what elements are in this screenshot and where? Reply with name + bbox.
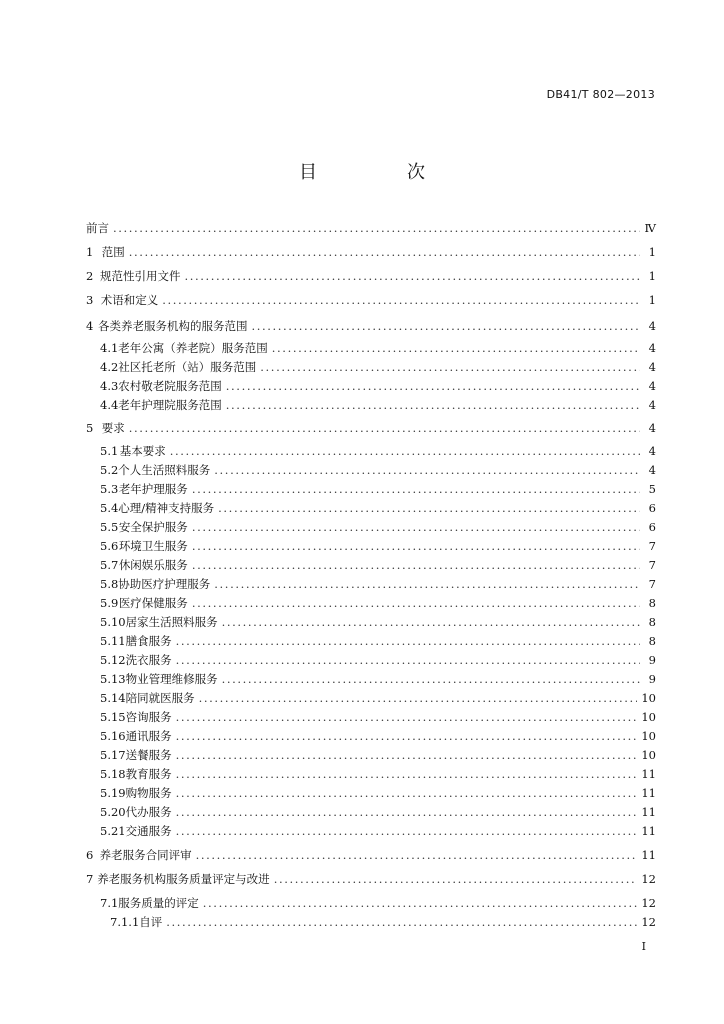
toc-entry-number: 5.11 xyxy=(100,634,126,648)
toc-leader-dots xyxy=(113,221,640,235)
toc-entry-page: 12 xyxy=(641,915,656,929)
toc-entry[interactable] xyxy=(100,671,656,689)
toc-entry-page: 1 xyxy=(648,245,656,259)
toc-entry-page: 8 xyxy=(648,634,656,648)
toc-leader-dots xyxy=(166,915,637,929)
toc-entry-label: 心理/精神支持服务 xyxy=(118,501,215,515)
toc-entry-page: 12 xyxy=(641,872,656,886)
toc-leader-dots xyxy=(251,319,640,333)
toc-leader-dots xyxy=(176,786,638,800)
toc-entry-page: 10 xyxy=(641,729,656,743)
toc-entry[interactable] xyxy=(100,481,656,499)
toc-entry-label: 咨询服务 xyxy=(125,710,172,724)
toc-entry[interactable] xyxy=(100,340,656,358)
toc-entry-number: 5.3 xyxy=(100,482,119,496)
toc-entry-number: 5.19 xyxy=(100,786,126,800)
toc-entry-page: 11 xyxy=(641,786,656,800)
toc-entry-number: 5.7 xyxy=(100,558,119,572)
toc-entry-number: 5 xyxy=(86,421,94,435)
toc-entry-page: 4 xyxy=(648,398,656,412)
toc-entry[interactable] xyxy=(100,633,656,651)
toc-entry-number: 5.13 xyxy=(100,672,126,686)
toc-entry-page: 4 xyxy=(648,379,656,393)
toc-entry[interactable] xyxy=(100,709,656,727)
toc-entry-page: 7 xyxy=(648,558,656,572)
toc-leader-dots xyxy=(176,767,638,781)
toc-entry[interactable] xyxy=(100,895,656,913)
toc-leader-dots xyxy=(185,269,640,283)
toc-entry[interactable] xyxy=(86,420,656,438)
toc-entry-number: 5.9 xyxy=(100,596,119,610)
toc-leader-dots xyxy=(222,615,640,629)
toc-entry-number: 2 xyxy=(86,269,94,283)
toc-entry-number: 4.4 xyxy=(100,398,119,412)
toc-entry-label: 基本要求 xyxy=(119,444,166,458)
toc-entry[interactable] xyxy=(100,785,656,803)
toc-entry-number: 5.12 xyxy=(100,653,126,667)
toc-entry[interactable] xyxy=(100,804,656,822)
toc-leader-dots xyxy=(176,634,640,648)
toc-entry[interactable] xyxy=(100,557,656,575)
toc-entry-page: 10 xyxy=(641,691,656,705)
toc-entry-number: 5.1 xyxy=(100,444,119,458)
toc-entry-page: 4 xyxy=(648,421,656,435)
toc-leader-dots xyxy=(260,360,640,374)
toc-entry[interactable] xyxy=(86,871,656,889)
toc-entry-page: 9 xyxy=(648,672,656,686)
toc-entry-label: 膳食服务 xyxy=(125,634,172,648)
toc-entry-label: 要求 xyxy=(101,421,125,435)
toc-leader-dots xyxy=(162,293,640,307)
toc-entry-label: 陪同就医服务 xyxy=(125,691,195,705)
toc-entry[interactable] xyxy=(100,576,656,594)
toc-entry-number: 4.2 xyxy=(100,360,119,374)
toc-entry-number: 4 xyxy=(86,319,94,333)
toc-leader-dots xyxy=(203,896,638,910)
toc-entry-label: 养老服务机构服务质量评定与改进 xyxy=(97,872,270,886)
toc-leader-dots xyxy=(192,520,640,534)
toc-entry[interactable] xyxy=(100,538,656,556)
toc-entry-label: 代办服务 xyxy=(125,805,172,819)
toc-entry-page: 10 xyxy=(641,748,656,762)
toc-leader-dots xyxy=(226,398,640,412)
toc-entry[interactable] xyxy=(100,690,656,708)
document-code: DB41/T 802—2013 xyxy=(546,88,655,101)
toc-entry-number: 5.6 xyxy=(100,539,119,553)
toc-entry[interactable] xyxy=(100,359,656,377)
toc-entry-page: 6 xyxy=(648,520,656,534)
toc-entry[interactable] xyxy=(86,292,656,310)
toc-entry[interactable] xyxy=(86,244,656,262)
toc-entry-page: 10 xyxy=(641,710,656,724)
toc-entry-page: 4 xyxy=(648,360,656,374)
toc-entry-label: 社区托老所（站）服务范围 xyxy=(118,360,257,374)
toc-entry-label: 环境卫生服务 xyxy=(118,539,188,553)
toc-leader-dots xyxy=(218,501,640,515)
toc-entry-page: 9 xyxy=(648,653,656,667)
toc-entry[interactable] xyxy=(100,519,656,537)
toc-leader-dots xyxy=(214,463,640,477)
toc-entry-number: 5.5 xyxy=(100,520,119,534)
page-number: Ⅰ xyxy=(641,940,646,953)
toc-entry-number: 6 xyxy=(86,848,94,862)
toc-entry-number: 5.17 xyxy=(100,748,126,762)
toc-leader-dots xyxy=(226,379,640,393)
toc-entry-page: 4 xyxy=(648,341,656,355)
toc-entry-page: 1 xyxy=(648,293,656,307)
toc-entry-page: 5 xyxy=(648,482,656,496)
toc-entry-number: 5.14 xyxy=(100,691,126,705)
toc-entry[interactable] xyxy=(100,823,656,841)
toc-entry[interactable] xyxy=(100,614,656,632)
toc-entry[interactable] xyxy=(86,318,656,336)
toc-entry-page: 11 xyxy=(641,805,656,819)
toc-entry-number: 7.1.1 xyxy=(110,915,140,929)
toc-entry[interactable] xyxy=(100,766,656,784)
toc-entry-label: 通讯服务 xyxy=(125,729,172,743)
toc-entry-number: 5.16 xyxy=(100,729,126,743)
toc-entry-label: 居家生活照料服务 xyxy=(125,615,218,629)
toc-entry-label: 安全保护服务 xyxy=(118,520,188,534)
toc-entry[interactable] xyxy=(86,268,656,286)
toc-entry-number: 7.1 xyxy=(100,896,119,910)
toc-leader-dots xyxy=(214,577,640,591)
toc-entry-label: 老年公寓（养老院）服务范围 xyxy=(118,341,268,355)
toc-entry-label: 各类养老服务机构的服务范围 xyxy=(97,319,248,333)
toc-entry-page: Ⅳ xyxy=(644,221,656,235)
toc-entry-label: 交通服务 xyxy=(125,824,172,838)
toc-entry-label: 购物服务 xyxy=(125,786,172,800)
toc-entry-number: 5.20 xyxy=(100,805,126,819)
toc-leader-dots xyxy=(192,558,640,572)
toc-entry-number: 5.10 xyxy=(100,615,126,629)
toc-entry-page: 1 xyxy=(648,269,656,283)
toc-entry-page: 6 xyxy=(648,501,656,515)
toc-entry-number: 7 xyxy=(86,872,94,886)
toc-entry-page: 11 xyxy=(641,767,656,781)
toc-leader-dots xyxy=(176,729,638,743)
toc-entry-label: 洗衣服务 xyxy=(125,653,172,667)
toc-entry[interactable] xyxy=(100,397,656,415)
toc-entry[interactable] xyxy=(100,595,656,613)
toc-entry-page: 12 xyxy=(641,896,656,910)
toc-entry-page: 4 xyxy=(648,463,656,477)
toc-entry-label: 休闲娱乐服务 xyxy=(118,558,188,572)
toc-entry-label: 协助医疗护理服务 xyxy=(118,577,211,591)
toc-entry-number: 1 xyxy=(86,245,94,259)
toc-entry-number: 5.8 xyxy=(100,577,119,591)
toc-entry-label: 老年护理服务 xyxy=(118,482,188,496)
toc-entry-label: 老年护理院服务范围 xyxy=(118,398,222,412)
toc-entry[interactable] xyxy=(100,462,656,480)
toc-entry-number: 5.21 xyxy=(100,824,126,838)
toc-entry[interactable] xyxy=(100,500,656,518)
toc-entry[interactable] xyxy=(100,378,656,396)
toc-entry-label: 术语和定义 xyxy=(100,293,159,307)
toc-entry-page: 11 xyxy=(641,824,656,838)
toc-entry-number: 4.3 xyxy=(100,379,119,393)
toc-entry-page: 7 xyxy=(648,539,656,553)
toc-entry-number: 5.4 xyxy=(100,501,119,515)
toc-entry[interactable] xyxy=(100,747,656,765)
toc-entry-number: 3 xyxy=(86,293,94,307)
toc-leader-dots xyxy=(272,341,640,355)
toc-entry-label: 服务质量的评定 xyxy=(118,896,199,910)
toc-entry-page: 4 xyxy=(648,319,656,333)
toc-entry-label: 教育服务 xyxy=(125,767,172,781)
toc-entry-page: 7 xyxy=(648,577,656,591)
toc-entry[interactable] xyxy=(86,847,656,865)
toc-leader-dots xyxy=(176,805,638,819)
toc-leader-dots xyxy=(199,691,638,705)
toc-leader-dots xyxy=(222,672,640,686)
toc-leader-dots xyxy=(192,539,640,553)
toc-entry-page: 11 xyxy=(641,848,656,862)
toc-entry-label: 前言 xyxy=(86,221,109,235)
toc-entry-number: 4.1 xyxy=(100,341,119,355)
toc-leader-dots xyxy=(176,710,638,724)
toc-leader-dots xyxy=(176,824,638,838)
toc-leader-dots xyxy=(129,421,640,435)
toc-entry-label: 农村敬老院服务范围 xyxy=(118,379,222,393)
toc-leader-dots xyxy=(196,848,638,862)
toc-entry-label: 物业管理维修服务 xyxy=(125,672,218,686)
toc-entry-label: 个人生活照料服务 xyxy=(118,463,211,477)
toc-entry-label: 自评 xyxy=(139,915,163,929)
toc-title: 目 次 xyxy=(299,162,461,183)
toc-entry[interactable] xyxy=(110,914,656,932)
toc-entry[interactable] xyxy=(86,220,656,238)
toc-leader-dots xyxy=(176,653,640,667)
toc-leader-dots xyxy=(129,245,640,259)
toc-leader-dots xyxy=(192,596,640,610)
toc-entry[interactable] xyxy=(100,443,656,461)
toc-entry-number: 5.2 xyxy=(100,463,119,477)
toc-entry-number: 5.15 xyxy=(100,710,126,724)
toc-entry-label: 规范性引用文件 xyxy=(100,269,181,283)
toc-entry-label: 医疗保健服务 xyxy=(118,596,188,610)
toc-leader-dots xyxy=(274,872,638,886)
toc-entry-label: 送餐服务 xyxy=(125,748,172,762)
toc-entry-page: 8 xyxy=(648,615,656,629)
toc-entry-label: 范围 xyxy=(101,245,125,259)
toc-entry-page: 4 xyxy=(648,444,656,458)
toc-leader-dots xyxy=(192,482,640,496)
toc-leader-dots xyxy=(170,444,640,458)
toc-entry[interactable] xyxy=(100,652,656,670)
toc-entry-number: 5.18 xyxy=(100,767,126,781)
toc-entry-label: 养老服务合同评审 xyxy=(99,848,192,862)
toc-leader-dots xyxy=(176,748,638,762)
toc-entry[interactable] xyxy=(100,728,656,746)
toc-entry-page: 8 xyxy=(648,596,656,610)
